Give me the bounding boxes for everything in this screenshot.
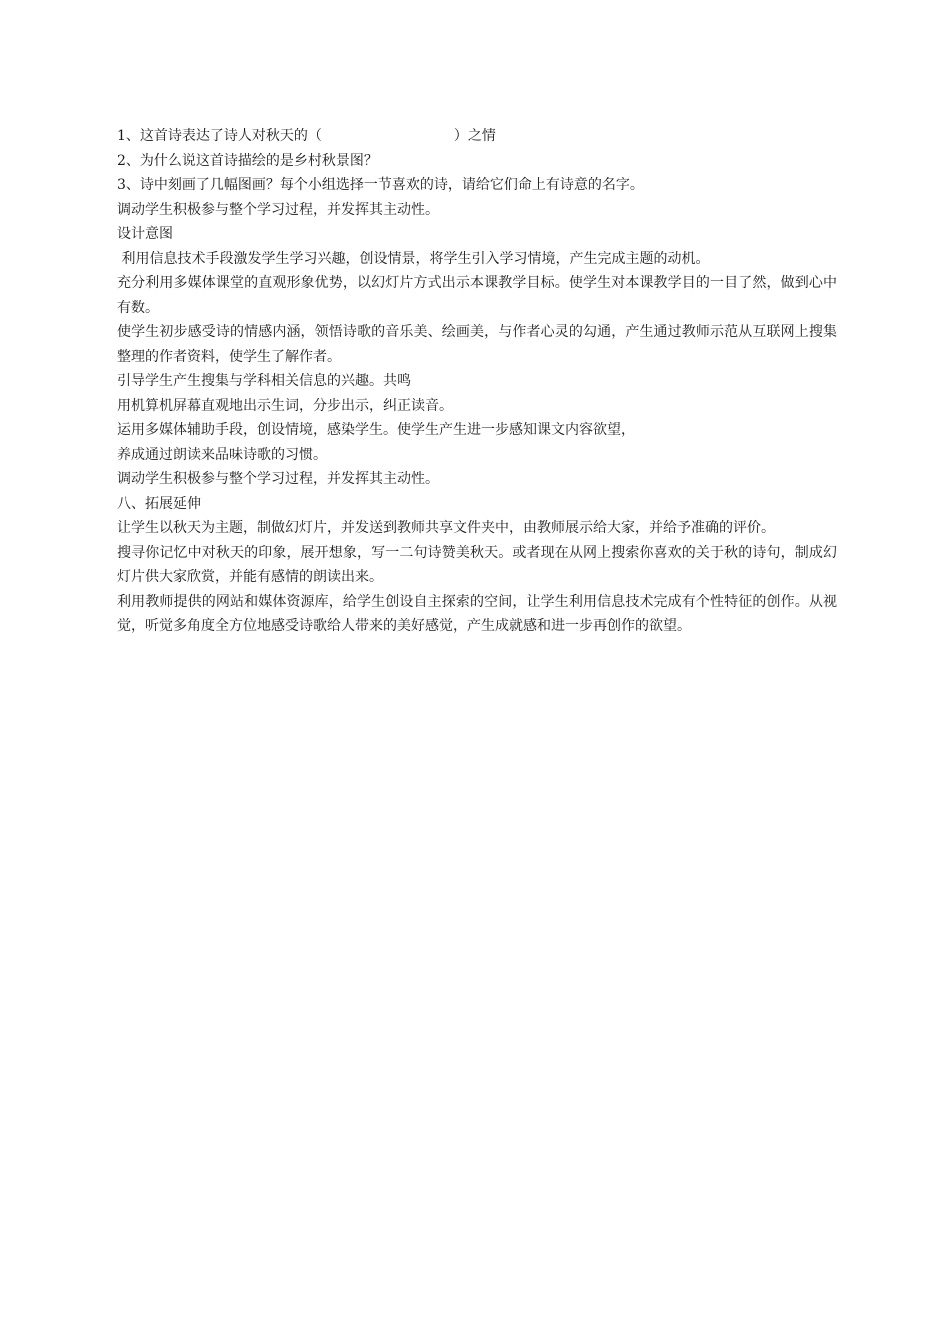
design-paragraph: 运用多媒体辅助手段，创设情境，感染学生。使学生产生进一步感知课文内容欲望，	[117, 422, 635, 438]
extension-paragraph: 让学生以秋天为主题，制做幻灯片，并发送到教师共享文件夹中，由教师展示给大家，并给予准确的评价。	[117, 520, 775, 536]
document-body	[117, 124, 837, 639]
design-paragraph: 利用信息技术手段激发学生学习兴趣，创设情景，将学生引入学习情境，产生完成主题的动机。	[117, 250, 710, 267]
question-1-prefix: 1、这首诗表达了诗人对秋天的（	[117, 128, 322, 144]
design-paragraph: 养成通过朗读来品味诗歌的习惯。	[117, 446, 327, 463]
design-paragraph: 充分利用多媒体课堂的直观形象优势，以幻灯片方式出示本课教学目标。使学生对本课教学目的一目了然，做到心中有数。	[117, 275, 837, 316]
section-8-heading: 八、拓展延伸	[117, 495, 201, 512]
design-intent-heading: 设计意图	[117, 226, 173, 242]
design-paragraph: 使学生初步感受诗的情感内涵，领悟诗歌的音乐美、绘画美，与作者心灵的勾通，产生通过教师示范从互联网上搜集整理的作者资料，使学生了解作者。	[117, 324, 837, 365]
question-2: 2、为什么说这首诗描绘的是乡村秋景图？	[117, 152, 378, 169]
extension-paragraph: 利用教师提供的网站和媒体资源库，给学生创设自主探索的空间，让学生利用信息技术完成有个性特征的创作。从视觉，听觉多角度全方位地感受诗歌给人带来的美好感觉，产生成就感和进一步再创作的欲望。	[117, 593, 837, 634]
question-1-suffix: ）之情	[453, 128, 496, 144]
design-paragraph: 用机算机屏幕直观地出示生词，分步出示，纠正读音。	[117, 397, 453, 414]
question-3: 3、诗中刻画了几幅图画？每个小组选择一节喜欢的诗，请给它们命上有诗意的名字。	[117, 177, 644, 193]
design-paragraph: 引导学生产生搜集与学科相关信息的兴趣。共鸣	[117, 373, 411, 389]
engage-note: 调动学生积极参与整个学习过程，并发挥其主动性。	[117, 471, 439, 487]
engage-note: 调动学生积极参与整个学习过程，并发挥其主动性。	[117, 201, 439, 218]
question-1	[117, 124, 837, 149]
extension-paragraph: 搜寻你记忆中对秋天的印象，展开想象，写一二句诗赞美秋天。或者现在从网上搜索你喜欢的关于秋的诗句，制成幻灯片供大家欣赏，并能有感情的朗读出来。	[117, 544, 837, 585]
